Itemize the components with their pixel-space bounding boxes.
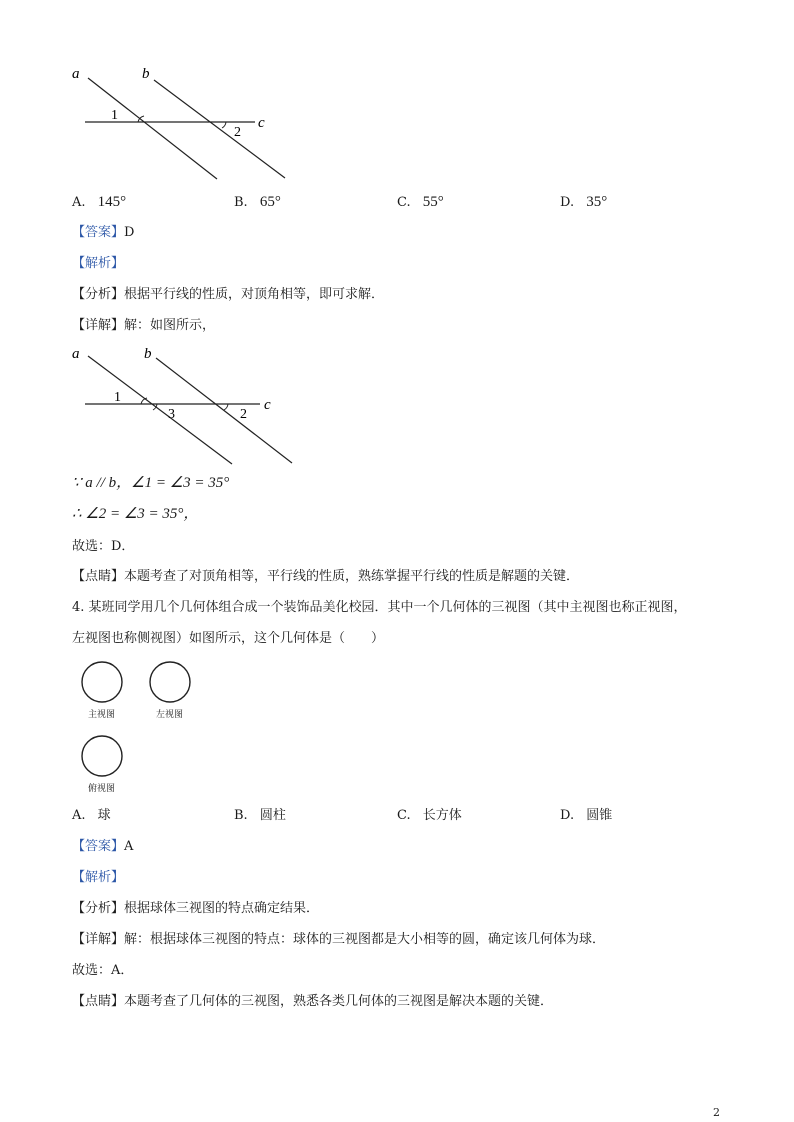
q3-option-d <box>560 193 607 212</box>
label-b: b <box>142 66 150 82</box>
answer-value: A <box>124 839 134 854</box>
option-text: 55° <box>422 194 444 210</box>
q3-option-b <box>234 193 281 212</box>
label-c: c <box>264 397 271 413</box>
left-view-label: 左视图 <box>156 710 184 720</box>
comment-tag: 【点睛】 <box>72 569 125 584</box>
q3-detail <box>72 317 215 335</box>
line-b <box>156 358 292 463</box>
label-angle-1: 1 <box>114 390 121 405</box>
fenxi-tag: 【分析】 <box>72 901 125 916</box>
option-letter: C. <box>397 808 411 823</box>
label-a: a <box>72 66 80 82</box>
q4-choose: 故选：A． <box>72 963 134 978</box>
page-number: 2 <box>713 1106 720 1119</box>
fenxi-tag: 【分析】 <box>72 287 125 302</box>
left-view-circle <box>150 662 190 702</box>
q3-option-c <box>397 193 444 212</box>
q4-option-d <box>560 807 612 825</box>
q4-option-a <box>72 807 111 825</box>
analysis-tag: 【解析】 <box>72 870 125 885</box>
detail-tag: 【详解】 <box>72 318 125 333</box>
q4-option-c <box>397 807 462 825</box>
comment-text: 本题考查了对顶角相等，平行线的性质，熟练掌握平行线的性质是解题的关键． <box>124 569 580 584</box>
q3-step-2: ∴ ∠2 = ∠3 = 35°， <box>72 506 199 522</box>
q4-stem-line-2: 左视图也称侧视图）如图所示，这个几何体是（ ） <box>72 631 385 646</box>
q4-detail <box>72 931 605 949</box>
q3-fenxi <box>72 286 384 304</box>
label-angle-1: 1 <box>111 108 118 123</box>
top-view-circle <box>82 736 122 776</box>
q4-comment <box>72 993 553 1011</box>
label-b: b <box>144 346 152 362</box>
option-text: 圆锥 <box>586 808 613 823</box>
front-view-circle <box>82 662 122 702</box>
three-views-figure <box>72 656 202 796</box>
q4-analysis-heading <box>72 869 124 887</box>
option-letter: A. <box>72 195 86 210</box>
label-angle-3: 3 <box>168 407 175 422</box>
front-view-label: 主视图 <box>88 710 116 720</box>
q4-stem-line-1: 4. 某班同学用几个几何体组合成一个装饰品美化校园．其中一个几何体的三视图（其中主视图也称正视图， <box>72 600 687 615</box>
answer-tag: 【答案】 <box>72 225 125 240</box>
angle-2-arc <box>224 404 228 410</box>
parallel-lines-figure-1 <box>60 60 300 185</box>
option-text: 145° <box>97 194 127 210</box>
answer-tag: 【答案】 <box>72 839 125 854</box>
q3-choose: 故选：D． <box>72 539 135 554</box>
fenxi-text: 根据球体三视图的特点确定结果． <box>124 901 320 916</box>
parallel-lines-figure-2 <box>60 340 300 465</box>
q3-step-1: ∵ a // b，∠1 = ∠3 = 35° <box>72 475 230 491</box>
option-letter: D. <box>560 808 575 823</box>
line-a <box>88 356 232 464</box>
top-view-label: 俯视图 <box>88 784 116 794</box>
option-text: 长方体 <box>422 808 462 823</box>
q4-fenxi <box>72 900 319 918</box>
q4-option-b <box>234 807 286 825</box>
comment-text: 本题考查了几何体的三视图，熟悉各类几何体的三视图是解决本题的关键． <box>124 994 554 1009</box>
detail-tag: 【详解】 <box>72 932 125 947</box>
option-text: 65° <box>259 194 281 210</box>
option-text: 35° <box>586 194 608 210</box>
option-letter: A. <box>72 808 86 823</box>
q3-answer <box>72 224 134 242</box>
q3-analysis-heading <box>72 255 124 273</box>
analysis-tag: 【解析】 <box>72 256 125 271</box>
fenxi-text: 根据平行线的性质，对顶角相等，即可求解． <box>124 287 385 302</box>
answer-value: D <box>124 225 135 240</box>
detail-text: 解：根据球体三视图的特点：球体的三视图都是大小相等的圆，确定该几何体为球． <box>124 932 606 947</box>
q3-option-a <box>72 193 126 212</box>
option-letter: B. <box>234 808 248 823</box>
comment-tag: 【点睛】 <box>72 994 125 1009</box>
label-angle-2: 2 <box>234 125 241 140</box>
angle-2-arc <box>222 122 226 128</box>
detail-text: 解：如图所示， <box>124 318 216 333</box>
line-b <box>154 80 285 178</box>
option-letter: C. <box>397 195 411 210</box>
q4-answer <box>72 838 133 856</box>
line-a <box>88 78 217 179</box>
option-letter: B. <box>234 195 248 210</box>
label-angle-2: 2 <box>240 407 247 422</box>
label-c: c <box>258 115 265 131</box>
label-a: a <box>72 346 80 362</box>
q3-comment <box>72 568 579 586</box>
option-letter: D. <box>560 195 575 210</box>
option-text: 圆柱 <box>259 808 286 823</box>
option-text: 球 <box>97 808 111 823</box>
